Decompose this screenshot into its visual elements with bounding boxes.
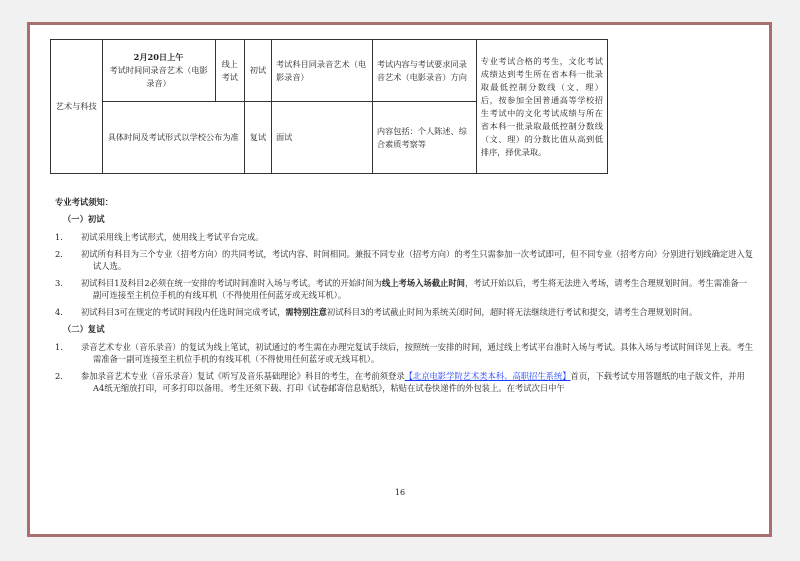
page-number: 16 bbox=[394, 488, 406, 497]
list-item: 2. 参加录音艺术专业（音乐录音）复试《听写及音乐基础理论》科目的考生，在考前须登录【北京电影学院艺术类本科、高职招生系统】首页，下载考试专用答题纸的电子版文件，并用A4纸无缩放打印，可多打印以备用。考生还须下载、打印《试卷邮寄信息贴纸》，粘贴在试卷快递件的外包装上。在考试次日中午 bbox=[55, 371, 745, 393]
list-item: 3. 初试科目1及科目2必须在统一安排的考试时间准时入场与考试。考试的开始时间为线上考场入场截止时间，考试开始以后，考生将无法进入考场，请考生合理规划时间。考生需准备一副可连接至主机位手机的有线耳机（不得使用任何蓝牙或无线耳机）。 bbox=[55, 278, 748, 300]
exam-date: 2月20日上午 bbox=[133, 52, 184, 62]
time-note-cell: 具体时间及考试形式以学校公布为准 bbox=[102, 102, 244, 174]
list-item: 2. 初试所有科目为三个专业（招考方向）的共同考试，考试内容、时间相同。兼报不同专业（招考方向）的考生只需参加一次考试即可，但不同专业（招考方向）分别进行划线确定进入复试人选。 bbox=[55, 249, 754, 271]
stage-cell: 复试 bbox=[244, 102, 271, 174]
list-item: 1. 初试采用线上考试形式，使用线上考试平台完成。 bbox=[55, 232, 264, 242]
subjects-cell: 面试 bbox=[271, 102, 372, 174]
exam-notes bbox=[55, 196, 755, 399]
category-cell: 艺术与科技 bbox=[51, 40, 103, 174]
exam-format: 考试时间同录音艺术（电影录音） bbox=[109, 65, 208, 88]
notes-heading: 专业考试须知： bbox=[55, 197, 114, 207]
list-item: 4. 初试科目3可在规定的考试时间段内任选时间完成考试，需特别注意初试科目3的考试截止时间为系统关闭时间，超时将无法继续进行考试和提交，请考生合理规划时间。 bbox=[55, 307, 698, 317]
admissions-system-link[interactable]: 【北京电影学院艺术类本科、高职招生系统】 bbox=[404, 371, 571, 381]
admission-note-cell: 专业考试合格的考生，文化考试成绩达到考生所在省本科一批录取最低控制分数线（文、理）后，按参加全国普通高等学校招生考试中的文化考试成绩与所在省本科一批录取最低控制分数线（文、理）的分数比值从高到低排序，择优录取。 bbox=[476, 40, 607, 174]
list-item: 1. 录音艺术专业（音乐录音）的复试为线上笔试，初试通过的考生需在办理完复试手续后，按照统一安排的时间，通过线上考试平台准时入场与考试。具体入场与考试时间详见上表。考生需准备一副可连接至主机位手机的有线耳机（不得使用任何蓝牙或无线耳机）。 bbox=[55, 342, 754, 364]
table-row bbox=[51, 40, 608, 102]
requirements-cell: 考试内容与考试要求同录音艺术（电影录音）方向 bbox=[372, 40, 476, 102]
subjects-cell: 考试科目同录音艺术（电影录音） bbox=[271, 40, 372, 102]
section-title: （二）复试 bbox=[63, 324, 105, 334]
mode-cell: 线上 考试 bbox=[215, 40, 244, 102]
requirements-cell: 内容包括：个人陈述、综合素质考察等 bbox=[372, 102, 476, 174]
date-cell bbox=[102, 40, 215, 102]
stage-cell: 初试 bbox=[244, 40, 271, 102]
exam-schedule-table bbox=[50, 39, 608, 174]
section-title: （一）初试 bbox=[63, 214, 105, 224]
